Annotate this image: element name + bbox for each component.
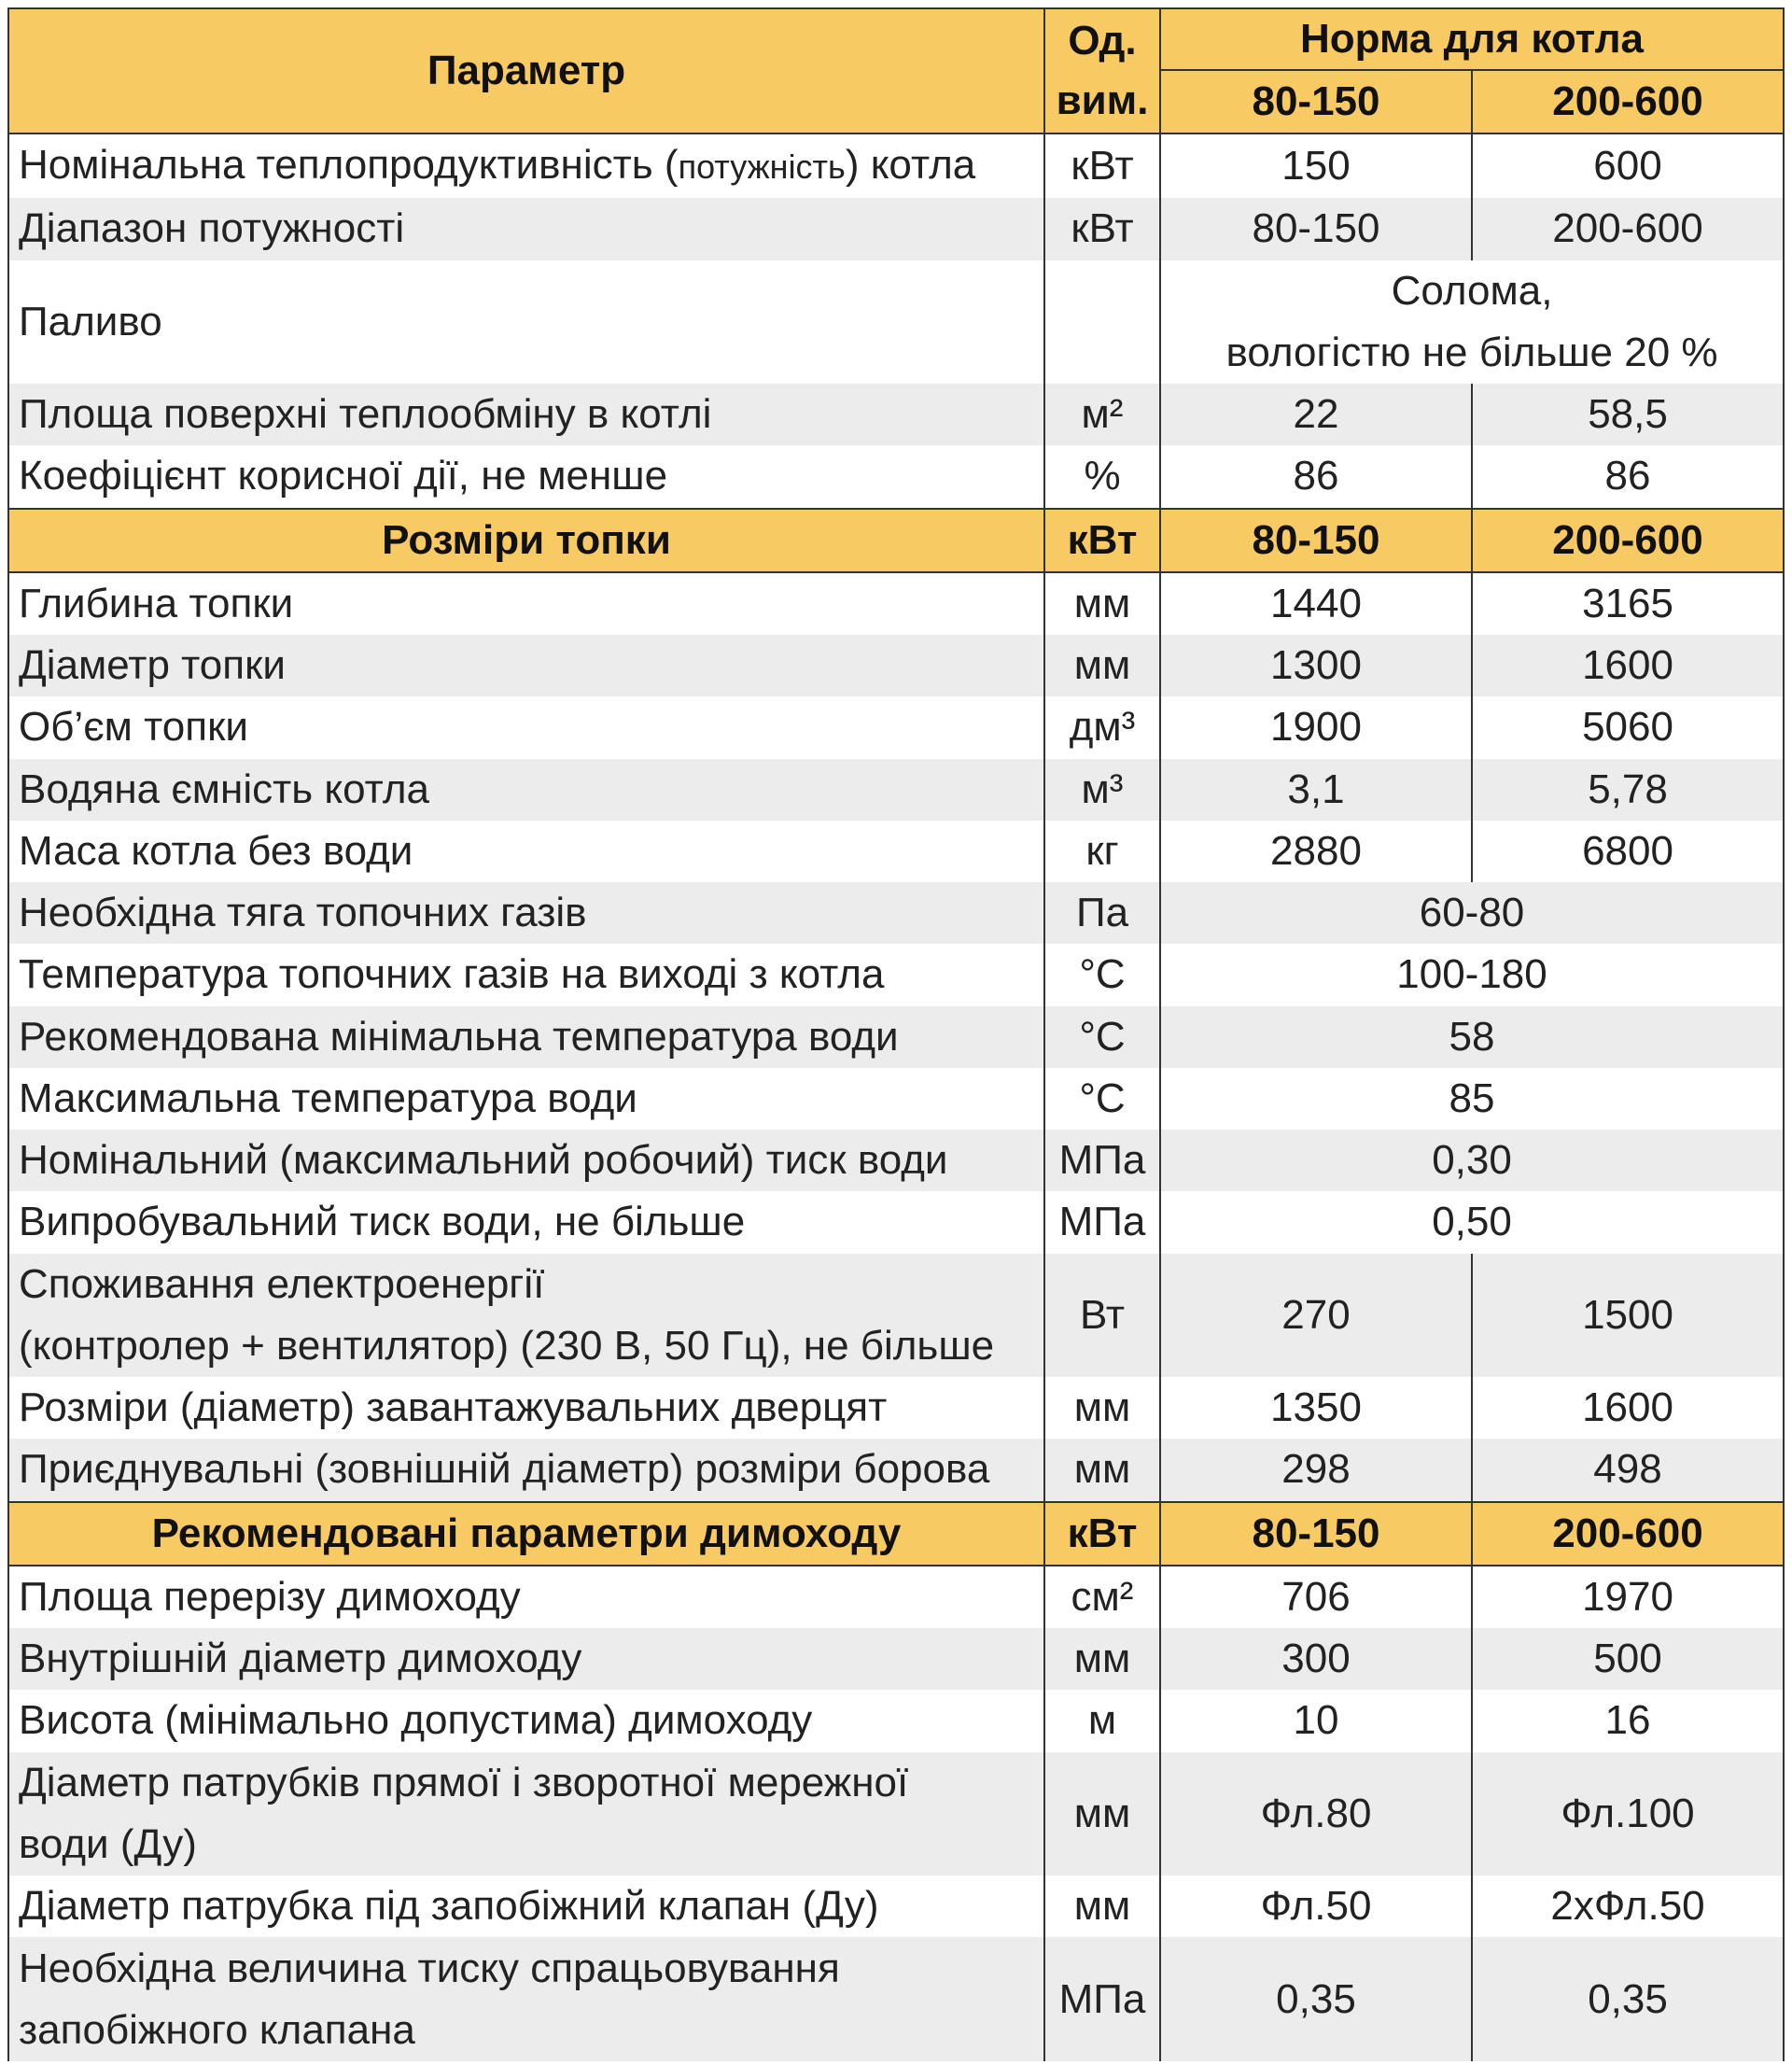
table-row — [8, 635, 1784, 696]
value-cell-2: 58,5 — [1472, 384, 1784, 445]
unit-cell: мм — [1044, 1628, 1160, 1690]
value-cell-1: 80-150 — [1160, 198, 1472, 260]
table-row — [8, 882, 1784, 944]
section-title-chimney: Рекомендовані параметри димоходу — [8, 1502, 1044, 1566]
value-cell-1: 150 — [1160, 133, 1472, 198]
param-cell: Площа поверхні теплообміну в котлі — [8, 384, 1044, 445]
value-cell-merged: 100-180 — [1160, 944, 1784, 1005]
value-cell-2: 6800 — [1472, 821, 1784, 882]
param-cell: Водяна ємність котла — [8, 759, 1044, 821]
unit-cell: мм — [1044, 1439, 1160, 1501]
table-row — [8, 1875, 1784, 1937]
param-cell: Діаметр топки — [8, 635, 1044, 696]
table-row — [8, 696, 1784, 758]
header-unit-line1: Од. — [1068, 18, 1137, 63]
unit-cell: м³ — [1044, 759, 1160, 821]
unit-cell: % — [1044, 445, 1160, 508]
table-row — [8, 1254, 1784, 1378]
unit-cell: °С — [1044, 1006, 1160, 1068]
table-row — [8, 572, 1784, 635]
param-cell: Розміри (діаметр) завантажувальних дверцят — [8, 1377, 1044, 1439]
value-cell-merged: 0,30 — [1160, 1130, 1784, 1191]
table-header-row — [8, 8, 1784, 70]
header-col2: 200-600 — [1472, 70, 1784, 133]
value-cell-1: 10 — [1160, 1690, 1472, 1751]
unit-cell: мм — [1044, 572, 1160, 635]
param-cell: Внутрішній діаметр димоходу — [8, 1628, 1044, 1690]
value-cell-2: 500 — [1472, 1628, 1784, 1690]
unit-cell: кВт — [1044, 133, 1160, 198]
value-cell-2: 3165 — [1472, 572, 1784, 635]
value-cell-2: 1600 — [1472, 1377, 1784, 1439]
header-unit — [1044, 8, 1160, 133]
param-line-1: Споживання електроенергії — [19, 1260, 545, 1307]
header-col1: 80-150 — [1160, 70, 1472, 133]
boiler-spec-table — [7, 7, 1785, 2061]
param-text-small: потужність — [678, 148, 846, 187]
value-cell-merged: 85 — [1160, 1068, 1784, 1130]
value-cell-1: 1350 — [1160, 1377, 1472, 1439]
value-cell-1: 298 — [1160, 1439, 1472, 1501]
value-cell-1: Фл.80 — [1160, 1752, 1472, 1876]
unit-cell: кВт — [1044, 198, 1160, 260]
section-unit: кВт — [1044, 1502, 1160, 1566]
unit-cell: м — [1044, 1690, 1160, 1751]
param-cell: Випробувальний тиск води, не більше — [8, 1191, 1044, 1253]
unit-cell: МПа — [1044, 1191, 1160, 1253]
value-cell-2: Фл.100 — [1472, 1752, 1784, 1876]
value-cell-2: 16 — [1472, 1690, 1784, 1751]
value-cell-1: 706 — [1160, 1566, 1472, 1628]
table-row — [8, 1068, 1784, 1130]
section-col1: 80-150 — [1160, 509, 1472, 572]
param-line-2: (контролер + вентилятор) (230 В, 50 Гц), не більше — [19, 1322, 995, 1369]
table-row — [8, 1439, 1784, 1501]
param-cell: Діаметр патрубка під запобіжний клапан (Ду) — [8, 1875, 1044, 1937]
table-row — [8, 821, 1784, 882]
section-col2: 200-600 — [1472, 1502, 1784, 1566]
table-row — [8, 1566, 1784, 1628]
value-cell-merged: 0,50 — [1160, 1191, 1784, 1253]
value-cell-1: 270 — [1160, 1254, 1472, 1378]
param-cell: Висота (мінімально допустима) димоходу — [8, 1690, 1044, 1751]
fuel-line-2: вологістю не більше 20 % — [1225, 329, 1718, 375]
unit-cell: мм — [1044, 1377, 1160, 1439]
section-title-furnace: Розміри топки — [8, 509, 1044, 572]
param-cell: Об’єм топки — [8, 696, 1044, 758]
unit-cell: м² — [1044, 384, 1160, 445]
value-cell-2: 1500 — [1472, 1254, 1784, 1378]
value-cell-1: 3,1 — [1160, 759, 1472, 821]
section-col2: 200-600 — [1472, 509, 1784, 572]
table-row — [8, 1752, 1784, 1876]
value-cell-1: 300 — [1160, 1628, 1472, 1690]
param-cell — [8, 1752, 1044, 1876]
value-cell-1: 2880 — [1160, 821, 1472, 882]
value-cell-2: 2хФл.50 — [1472, 1875, 1784, 1937]
table-row — [8, 1377, 1784, 1439]
table-row — [8, 133, 1784, 198]
table-row — [8, 1690, 1784, 1751]
header-norm: Норма для котла — [1160, 8, 1784, 70]
section-header-row — [8, 1502, 1784, 1566]
param-cell: Площа перерізу димоходу — [8, 1566, 1044, 1628]
param-cell: Коефіцієнт корисної дії, не менше — [8, 445, 1044, 508]
table-row — [8, 445, 1784, 508]
value-cell-2: 600 — [1472, 133, 1784, 198]
header-unit-line2: вим. — [1056, 77, 1149, 123]
fuel-value-cell — [1160, 260, 1784, 385]
value-cell-merged: 58 — [1160, 1006, 1784, 1068]
unit-cell: см² — [1044, 1566, 1160, 1628]
unit-cell: Вт — [1044, 1254, 1160, 1378]
unit-cell: мм — [1044, 635, 1160, 696]
value-cell-1: Фл.50 — [1160, 1875, 1472, 1937]
param-cell: Необхідна тяга топочних газів — [8, 882, 1044, 944]
value-cell-1: 86 — [1160, 445, 1472, 508]
value-cell-2: 0,35 — [1472, 1937, 1784, 2061]
param-cell — [8, 1254, 1044, 1378]
section-header-row — [8, 509, 1784, 572]
value-cell-1: 22 — [1160, 384, 1472, 445]
param-text: Номінальна теплопродуктивність ( — [19, 142, 679, 189]
value-cell-1: 0,35 — [1160, 1937, 1472, 2061]
value-cell-1: 1440 — [1160, 572, 1472, 635]
value-cell-2: 5,78 — [1472, 759, 1784, 821]
param-line-1: Діаметр патрубків прямої і зворотної мережної — [19, 1759, 909, 1805]
table-row — [8, 759, 1784, 821]
value-cell-2: 1600 — [1472, 635, 1784, 696]
param-cell — [8, 133, 1044, 198]
unit-cell: Па — [1044, 882, 1160, 944]
unit-cell — [1044, 260, 1160, 385]
value-cell-2: 86 — [1472, 445, 1784, 508]
param-cell: Температура топочних газів на виході з котла — [8, 944, 1044, 1005]
table-row — [8, 1130, 1784, 1191]
table-row — [8, 1191, 1784, 1253]
param-cell: Маса котла без води — [8, 821, 1044, 882]
param-cell: Номінальний (максимальний робочий) тиск води — [8, 1130, 1044, 1191]
param-cell: Приєднувальні (зовнішній діаметр) розміри борова — [8, 1439, 1044, 1501]
value-cell-1: 1900 — [1160, 696, 1472, 758]
unit-cell: мм — [1044, 1752, 1160, 1876]
section-unit: кВт — [1044, 509, 1160, 572]
param-cell: Максимальна температура води — [8, 1068, 1044, 1130]
param-cell: Діапазон потужності — [8, 198, 1044, 260]
unit-cell: МПа — [1044, 1937, 1160, 2061]
table-row — [8, 1937, 1784, 2061]
value-cell-2: 498 — [1472, 1439, 1784, 1501]
unit-cell: °С — [1044, 1068, 1160, 1130]
param-text-end: ) котла — [845, 142, 976, 189]
param-cell: Паливо — [8, 260, 1044, 385]
table-row — [8, 260, 1784, 385]
param-line-2: запобіжного клапана — [19, 2006, 415, 2053]
table-row — [8, 944, 1784, 1005]
header-param: Параметр — [8, 8, 1044, 133]
param-line-1: Необхідна величина тиску спрацьовування — [19, 1945, 840, 1991]
value-cell-1: 1300 — [1160, 635, 1472, 696]
value-cell-2: 200-600 — [1472, 198, 1784, 260]
unit-cell: мм — [1044, 1875, 1160, 1937]
unit-cell: дм³ — [1044, 696, 1160, 758]
section-col1: 80-150 — [1160, 1502, 1472, 1566]
param-line-2: води (Ду) — [19, 1820, 197, 1867]
value-cell-2: 1970 — [1472, 1566, 1784, 1628]
table-row — [8, 384, 1784, 445]
unit-cell: °С — [1044, 944, 1160, 1005]
table-row — [8, 1006, 1784, 1068]
table-row — [8, 198, 1784, 260]
param-cell: Рекомендована мінімальна температура води — [8, 1006, 1044, 1068]
param-cell — [8, 1937, 1044, 2061]
param-cell: Глибина топки — [8, 572, 1044, 635]
table-row — [8, 1628, 1784, 1690]
fuel-line-1: Солома, — [1391, 267, 1553, 314]
unit-cell: МПа — [1044, 1130, 1160, 1191]
unit-cell: кг — [1044, 821, 1160, 882]
value-cell-2: 5060 — [1472, 696, 1784, 758]
value-cell-merged: 60-80 — [1160, 882, 1784, 944]
